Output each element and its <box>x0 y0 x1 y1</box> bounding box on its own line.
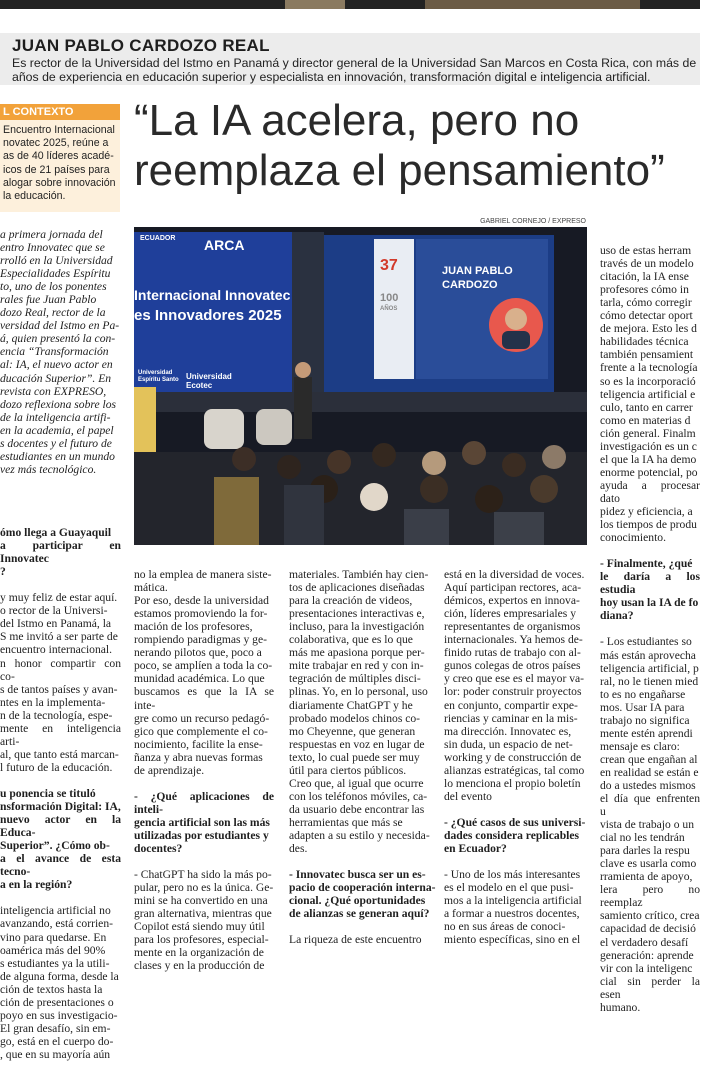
question-1: ómo llega a Guayaquil a participar en Innovatec ? <box>0 526 121 579</box>
logo-espiritu-santo: Universidad Espíritu Santo <box>138 370 179 383</box>
top-strip-image <box>285 0 345 9</box>
event-photo <box>134 227 587 545</box>
question-6: - Finalmente, ¿qué le daría a los estudia hoy usan la IA de fo diana? <box>600 557 700 623</box>
badge-100-sub: AÑOS <box>380 306 398 312</box>
answer-1: y muy feliz de estar aquí. o rector de la Universi- del Istmo en Panamá, la S me invitó a ser parte de encuentro internacional. n honor compartir con co- s de tantos países y avan- ntes en la implementa- n de la tecnología, espe- mente en inteligencia arti- al, que tanto está marcan- l futuro de la educación. <box>0 591 121 774</box>
screen-speaker-name-2: CARDOZO <box>442 279 498 291</box>
answer-6: - Los estudiantes so más están aprovecha teligencia artificial, p ral, no le tienen mied to es no engañarse mos. Usar IA para trabajo no significa mente estén aprendi mensaje es claro: crean que engañan al en realidad se están e do a ustedes mismos el día que enfrenten u vista de trabajo o un cial no les tendrán para darles la respu clave es usarla como rramienta de apoyo, lera pero no reemplaz samiento crítico, crea capacidad de decisió el verdadero desafí generación: aprende vir con la inteligenc cial sin perder la esen humano. <box>600 635 700 1014</box>
answer-4: La riqueza de este encuentro <box>289 933 422 947</box>
answer-5-cont: uso de estas herram través de un modelo citación, la IA ense profesores cómo in tarla, cómo corregir cómo detectar oport de mejora. Esto les d habilidades técnica también pensamient frente a la tecnología so es la incorporació teligencia artificial e culo, tanto en carrer como en materias d ción general. Finalm investigación es un c el que la IA ha demo enorme potencial, po ayuda a procesar dato pidez y eficiencia, a los tiempos de produ conocimiento. <box>600 244 700 545</box>
context-tag: L CONTEXTO <box>0 104 120 120</box>
logo-arca: ARCA <box>204 237 245 253</box>
screen-title-line1: Internacional Innovatec <box>134 287 291 303</box>
photo-credit: GABRIEL CORNEJO / EXPRESO <box>480 218 586 225</box>
screen-speaker-name-1: JUAN PABLO <box>442 265 513 277</box>
column-2 <box>134 555 274 986</box>
screen-title-line2: es Innovadores 2025 <box>134 307 282 324</box>
question-3: - ¿Qué aplicaciones de inteli- gencia artificial son las más utilizadas por estudiantes y docentes? <box>134 789 274 856</box>
top-strip-image <box>425 0 640 9</box>
podium <box>134 387 156 457</box>
context-text: Encuentro Internacional novatec 2025, reúne a as de 40 líderes acadé- icos de 21 países para alogar sobre innovación la educación. <box>3 124 116 203</box>
answer-2: inteligencia artificial no avanzando, está corrien- vino para quedarse. En oamérica más del 90% s estudiantes ya la utili- de alguna forma, desde la ción de textos hasta la ción de presentaciones o poyo en sus investigacio- El gran desafío, sin em- go, está en el cuerpo do- , que en su mayoría aún <box>0 904 119 1061</box>
column-4 <box>444 555 590 959</box>
logo-ecotec: Universidad Ecotec <box>186 372 232 390</box>
interviewee-bio: Es rector de la Universidad del Istmo en Panamá y director general de la Universidad San Marcos en Costa Rica, con más de años de experiencia en educación superior y especialista en innovación, transformación digital e inteligencia artificial. <box>12 56 697 84</box>
top-strip <box>0 0 700 9</box>
answer-3: - ChatGPT ha sido la más po- pular, pero no es la única. Ge- mini se ha convertido en una gran alternativa, mientras que Copilot está siendo muy útil para los profesores, especial- mente en la organización de clases y en la producción de <box>134 868 274 973</box>
question-5: - ¿Qué casos de sus universi- dades considera replicables en Ecuador? <box>444 815 586 856</box>
column-5 <box>600 231 700 1027</box>
logo-ecuador: ECUADOR <box>140 235 176 242</box>
column-3 <box>289 555 437 959</box>
intro-paragraph: a primera jornada del entro Innovatec que se rrolló en la Universidad Especialidades Espíritu to, uno de los ponentes rales fue Juan Pablo dozo Real, rector de la versidad del Istmo en Pa- á, quien presentó la con- encia “Transformación al: IA, el nuevo actor en ducación Superior”. En revista con EXPRESO, dozo reflexiona sobre los de la inteligencia artifi- en la academia, el papel s docentes y el futuro de estudiantes en un mundo vez más tecnológico. <box>0 228 120 476</box>
interviewee-name: JUAN PABLO CARDOZO REAL <box>12 36 270 55</box>
answer-3-cont: materiales. También hay cien- tos de aplicaciones diseñadas para la creación de videos, presentaciones interactivas e, incluso, para la investigación colaborativa, que es lo que más me apasiona porque per- mite trabajar en red y con in- tegración de múltiples disci- plinas. Yo, en lo personal, uso diariamente ChatGPT y he probado modelos chinos co- mo Cheyenne, que generan respuestas en voz en lugar de texto, lo cual puede ser muy útil para ciertos públicos. Creo que, al igual que ocurre con los teléfonos móviles, ca- da usuario debe encontrar las herramientas que más se adapten a su estilo y necesida- des. <box>289 568 430 856</box>
badge-100: 100 <box>380 292 399 304</box>
column-1 <box>0 513 121 1074</box>
answer-4-cont: está en la diversidad de voces. Aquí participan rectores, aca- démicos, expertos en innova- ción, líderes empresariales y representantes de organismos internacionales. Ya hemos de- finido rutas de trabajo con al- gunos colegas de otros países y creo que ese es el mayor va- lor: poder construir proyectos en conjunto, compartir expe- riencias y caminar en la mis- ma dirección. Innovatec es, sin duda, un espacio de net- working y de construcción de alianzas estratégicas, tal como lo menciona el propio boletín del evento <box>444 568 585 803</box>
speaker-figure <box>294 377 312 439</box>
answer-5: - Uno de los más interesantes es el modelo en el que pusi- mos a la inteligencia artificial a formar a nuestros docentes, no en sus áreas de conoci- miento específicas, sino en el <box>444 868 582 947</box>
badge-37: 37 <box>380 257 398 274</box>
question-2: u ponencia se tituló nsformación Digital: IA, nuevo actor en la Educa- Superior”. ¿Cómo ob- a el avance de esta tecno- a en la región? <box>0 786 121 892</box>
answer-2-cont: no la emplea de manera siste- mática. Por eso, desde la universidad estamos promoviendo la for- mación de los profesores, rompiendo paradigmas y ge- nerando pilotos que, poco a poco, se amplíen a toda la co- munidad académica. Lo que buscamos es que la IA se inte- gre como un recurso pedagó- gico que complemente el co- nocimiento, facilite la ense- ñanza y abra nuevas formas de aprendizaje. <box>134 568 274 777</box>
question-4: - Innovatec busca ser un es- pacio de cooperación interna- cional. ¿Qué oportunidades de alianzas se generan aquí? <box>289 868 436 921</box>
headline: “La IA acelera, pero no reemplaza el pensamiento” <box>134 96 665 195</box>
